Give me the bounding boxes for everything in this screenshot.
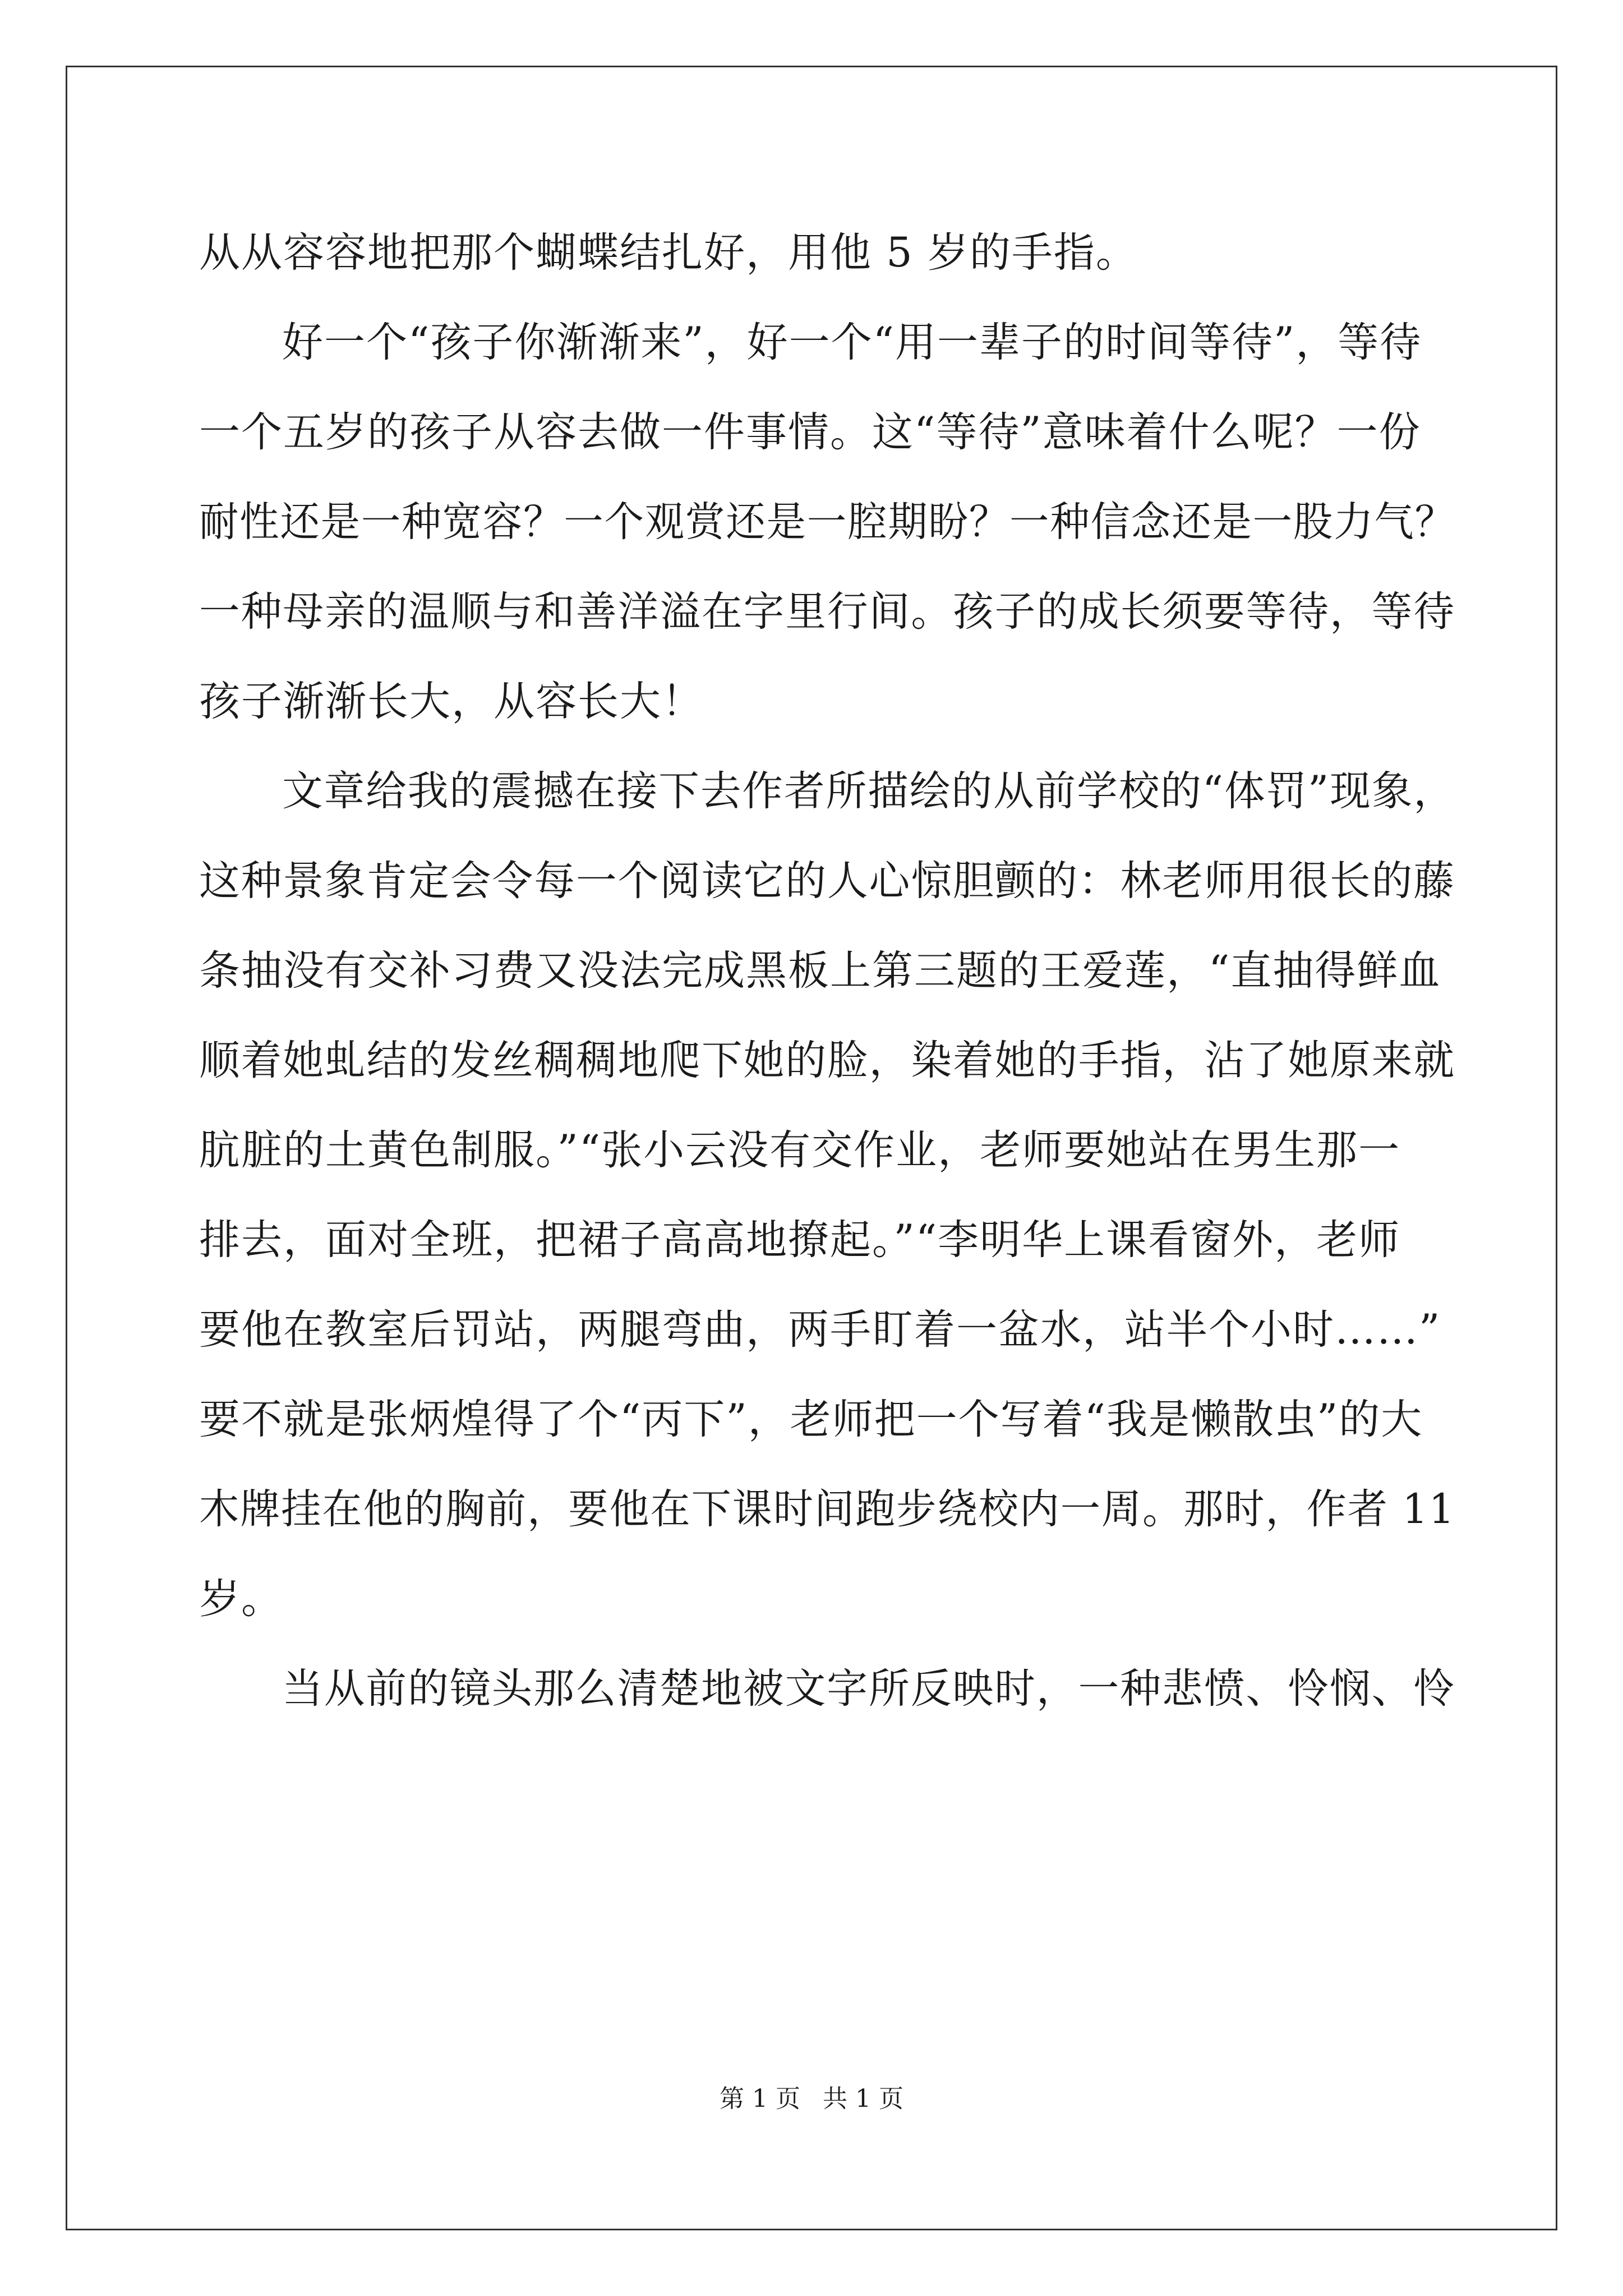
text-line: 条抽没有交补习费又没法完成黑板上第三题的王爱莲，“直抽得鲜血 (199, 947, 1441, 995)
text-line: 这种景象肯定会令每一个阅读它的人心惊胆颤的：林老师用很长的藤 (199, 857, 1455, 905)
text-line: 当从前的镜头那么清楚地被文字所反映时，一种悲愤、怜悯、怜 (282, 1665, 1455, 1713)
text-line: 从从容容地把那个蝴蝶结扎好，用他 5 岁的手指。 (199, 229, 1138, 277)
text-line: 木牌挂在他的胸前，要他在下课时间跑步绕校内一周。那时，作者 11 (199, 1485, 1455, 1533)
page-number-current: 第 1 页 (720, 2085, 800, 2113)
text-line: 岁。 (199, 1575, 283, 1623)
document-body (199, 208, 1455, 1734)
text-line: 要他在教室后罚站，两腿弯曲，两手盯着一盆水，站半个小时……” (199, 1306, 1441, 1354)
page-number-total: 共 1 页 (823, 2085, 903, 2113)
text-line: 一种母亲的温顺与和善洋溢在字里行间。孩子的成长须要等待，等待 (199, 588, 1455, 636)
text-line: 肮脏的土黄色制服。”“张小云没有交作业，老师要她站在男生那一 (199, 1126, 1401, 1174)
text-line: 耐性还是一种宽容？一个观赏还是一腔期盼？一种信念还是一股力气？ (199, 498, 1455, 546)
text-line: 文章给我的震撼在接下去作者所描绘的从前学校的“体罚”现象， (282, 767, 1455, 815)
text-line: 排去，面对全班，把裙子高高地撩起。”“李明华上课看窗外，老师 (199, 1216, 1401, 1264)
page-footer (0, 2082, 1623, 2116)
text-line: 好一个“孩子你渐渐来”，好一个“用一辈子的时间等待”，等待 (282, 319, 1422, 366)
text-line: 孩子渐渐长大，从容长大！ (199, 678, 704, 725)
text-line: 一个五岁的孩子从容去做一件事情。这“等待”意味着什么呢？一份 (199, 408, 1421, 456)
text-line: 要不就是张炳煌得了个“丙下”，老师把一个写着“我是懒散虫”的大 (199, 1396, 1423, 1443)
text-line: 顺着她虬结的发丝稠稠地爬下她的脸，染着她的手指，沾了她原来就 (199, 1037, 1455, 1084)
